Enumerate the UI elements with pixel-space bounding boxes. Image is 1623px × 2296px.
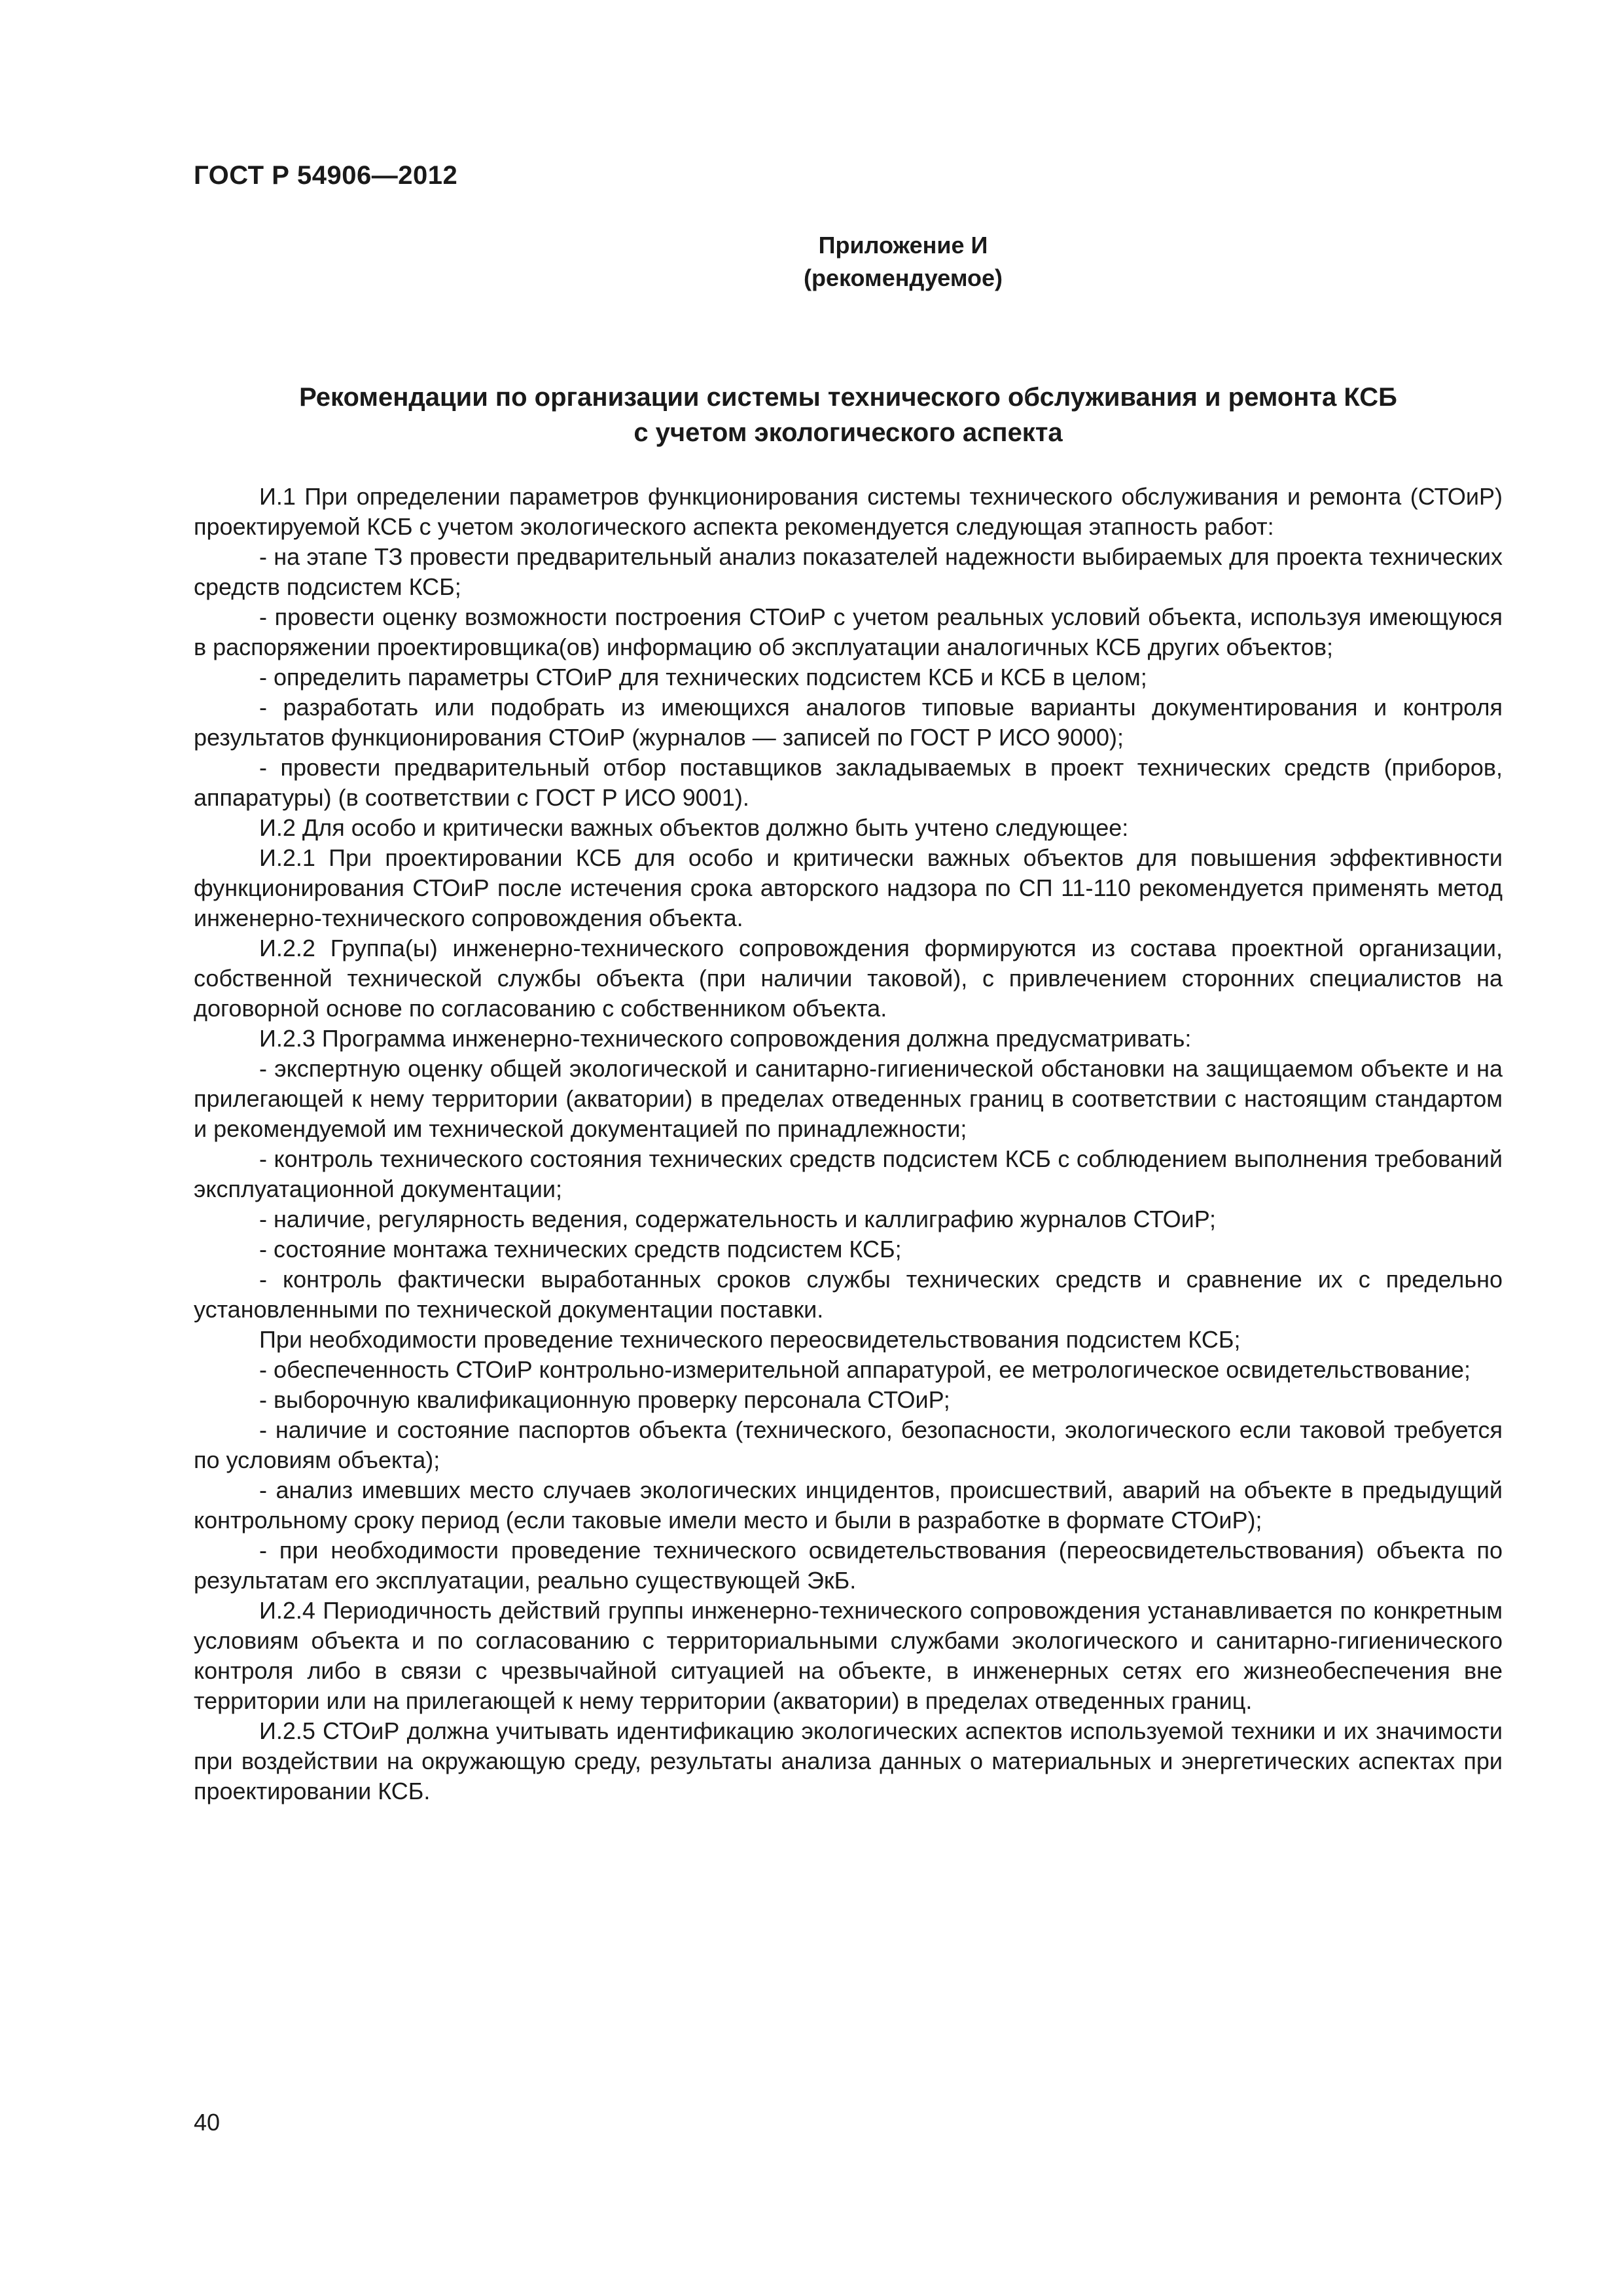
list-item: - на этапе ТЗ провести предварительный анализ показателей надежности выбираемых для проекта технических средств подсистем КСБ; [194, 543, 1503, 600]
paragraph: И.2.3 Программа инженерно-технического сопровождения должна предусматривать: [259, 1025, 1192, 1052]
list-item: - определить параметры СТОиР для технических подсистем КСБ и КСБ в целом; [259, 664, 1147, 691]
title-line-2: с учетом экологического аспекта [633, 418, 1063, 447]
list-item: - анализ имевших место случаев экологических инцидентов, происшествий, аварий на объекте в предыдущий контрольному сроку период (если таковые имели место и были в разработке в формате СТОиР); [194, 1477, 1503, 1534]
list-item: - провести оценку возможности построения СТОиР с учетом реальных условий объекта, используя имеющуюся в распоряжении проектировщика(ов) информацию об эксплуатации аналогичных КСБ других объектов; [194, 603, 1503, 660]
paragraph: И.2.4 Периодичность действий группы инженерно-технического сопровождения устанавливается по конкретным условиям объекта и по согласованию с территориальными службами экологического и санитарно-гигиенического контроля либо в связи с чрезвычайной ситуацией на объекте, в инженерных сетях его жизнеобеспечения вне территории или на прилегающей к нему территории (акватории) в пределах отведенных границ. [194, 1597, 1503, 1714]
annex-heading [0, 229, 1623, 295]
document-title [194, 380, 1503, 450]
list-item: - контроль фактически выработанных сроков службы технических средств и сравнение их с предельно установленными по технической документации поставки. [194, 1266, 1503, 1323]
paragraph: И.2.2 Группа(ы) инженерно-технического сопровождения формируются из состава проектной организации, собственной технической службы объекта (при наличии таковой), с привлечением сторонних специалистов на договорной основе по согласованию с собственником объекта. [194, 935, 1503, 1022]
page-number: 40 [194, 2109, 221, 2136]
paragraph: При необходимости проведение технического переосвидетельствования подсистем КСБ; [259, 1326, 1241, 1353]
list-item: - наличие и состояние паспортов объекта (технического, безопасности, экологического если таковой требуется по условиям объекта); [194, 1416, 1503, 1473]
list-item: - провести предварительный отбор поставщиков закладываемых в проект технических средств (приборов, аппаратуры) (в соответствии с ГОСТ Р ИСО 9001). [194, 754, 1503, 811]
paragraph: И.1 При определении параметров функционирования системы технического обслуживания и ремонта (СТОиР) проектируемой КСБ с учетом экологического аспекта рекомендуется следующая этапность работ: [194, 483, 1503, 540]
list-item: - экспертную оценку общей экологической и санитарно-гигиенической обстановки на защищаемом объекте и на прилегающей к нему территории (акватории) в пределах отведенных границ в соответствии с настоящим стандартом и рекомендуемой им технической документацией по принадлежности; [194, 1055, 1503, 1142]
paragraph: И.2.1 При проектировании КСБ для особо и критически важных объектов для повышения эффективности функционирования СТОиР после истечения срока авторского надзора по СП 11-110 рекомендуется применять метод инженерно-технического сопровождения объекта. [194, 844, 1503, 931]
standard-code-header: ГОСТ Р 54906—2012 [194, 161, 458, 190]
paragraph: И.2.5 СТОиР должна учитывать идентификацию экологических аспектов используемой техники и их значимости при воздействии на окружающую среду, результаты анализа данных о материальных и энергетических аспектах при проектировании КСБ. [194, 1717, 1503, 1804]
list-item: - состояние монтажа технических средств подсистем КСБ; [259, 1236, 902, 1263]
list-item: - наличие, регулярность ведения, содержательность и каллиграфию журналов СТОиР; [259, 1206, 1217, 1232]
list-item: - при необходимости проведение технического освидетельствования (переосвидетельствования) объекта по результатам его эксплуатации, реально существующей ЭкБ. [194, 1537, 1503, 1594]
list-item: - выборочную квалификационную проверку персонала СТОиР; [259, 1386, 950, 1413]
title-line-1: Рекомендации по организации системы технического обслуживания и ремонта КСБ [299, 383, 1397, 412]
body-text [194, 482, 1503, 1806]
list-item: - обеспеченность СТОиР контрольно-измерительной аппаратурой, ее метрологическое освидетельствование; [259, 1356, 1471, 1383]
paragraph: И.2 Для особо и критически важных объектов должно быть учтено следующее: [259, 814, 1129, 841]
annex-label: Приложение И [818, 232, 988, 259]
list-item: - контроль технического состояния технических средств подсистем КСБ с соблюдением выполнения требований эксплуатационной документации; [194, 1145, 1503, 1202]
annex-status: (рекомендуемое) [804, 264, 1003, 291]
list-item: - разработать или подобрать из имеющихся аналогов типовые варианты документирования и контроля результатов функционирования СТОиР (журналов — записей по ГОСТ Р ИСО 9000); [194, 694, 1503, 751]
